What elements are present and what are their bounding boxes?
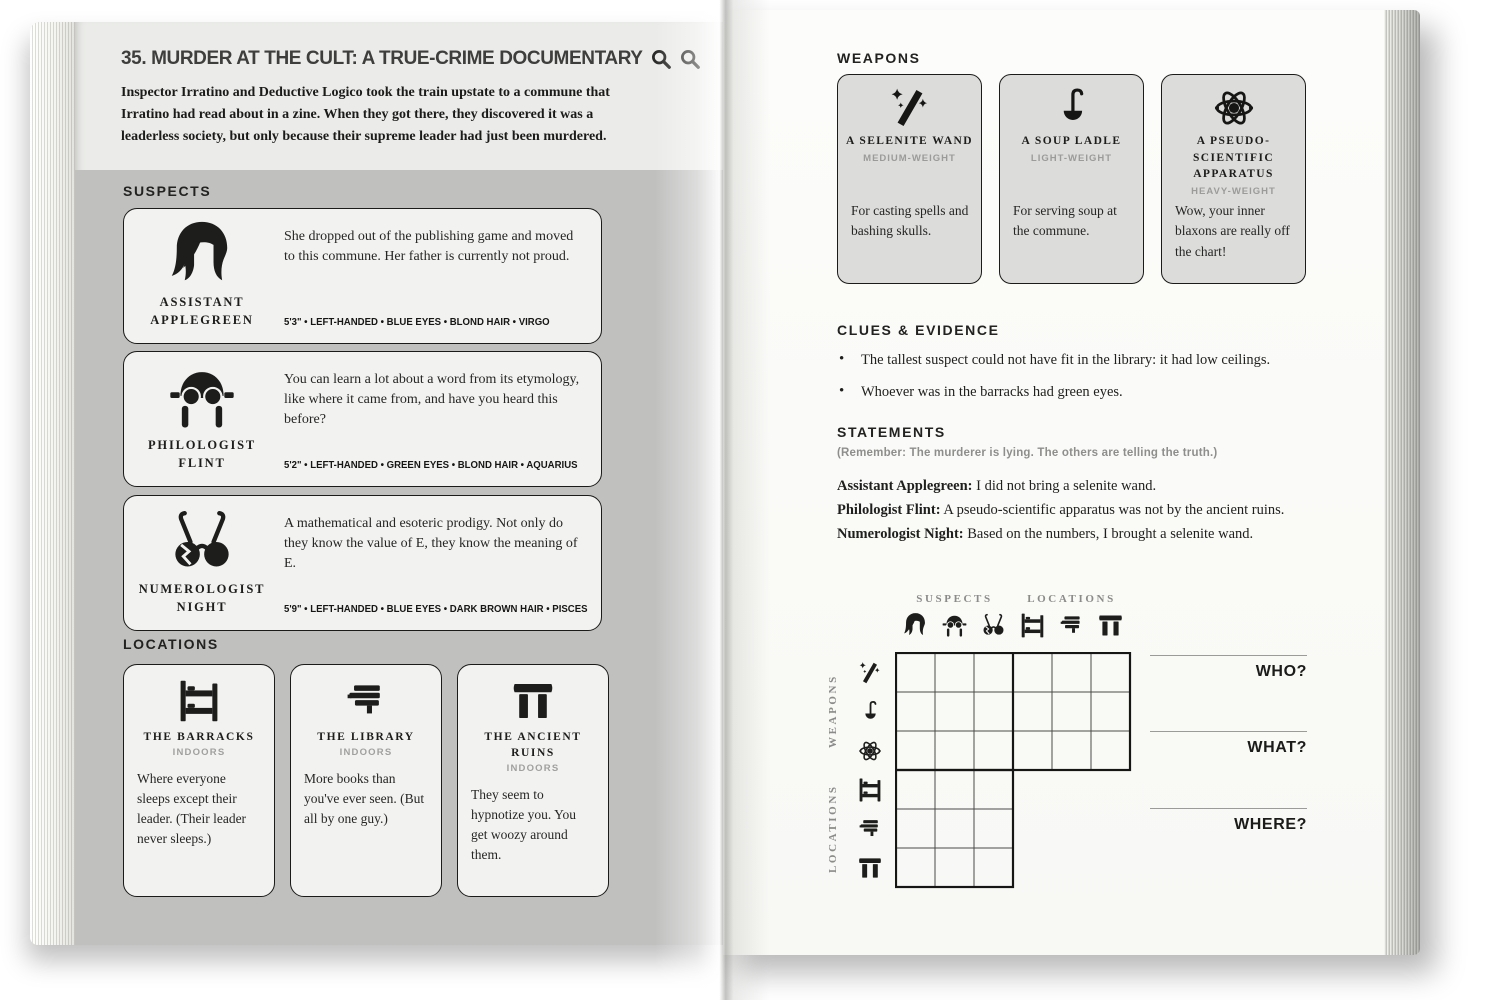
night-icon xyxy=(124,506,280,583)
statement-speaker: Philologist Flint: xyxy=(837,501,941,518)
atom-icon xyxy=(1162,85,1305,136)
location-description: They seem to hypnotize you. You get woozy around them. xyxy=(471,787,577,863)
statement-text: A pseudo-scientific apparatus was not by the ancient ruins. xyxy=(943,501,1285,518)
suspect-stats: 5'9" • LEFT-HANDED • BLUE EYES • DARK BROWN HAIR • PISCES xyxy=(284,604,588,615)
flint-icon xyxy=(935,612,974,642)
suspect-name: PHILOLOGIST FLINT xyxy=(147,438,257,471)
ruins-icon xyxy=(854,848,886,887)
location-name: THE ANCIENT RUINS xyxy=(484,731,582,760)
clues-list xyxy=(837,350,1323,415)
suspects-locations-panel xyxy=(75,170,723,945)
barracks-icon xyxy=(1013,612,1052,642)
statement-text: Based on the numbers, I brought a selenite wand. xyxy=(967,525,1254,542)
statements-heading: STATEMENTS xyxy=(837,424,946,440)
grid-row-icons xyxy=(854,653,886,887)
statement xyxy=(837,524,1315,546)
statements-list xyxy=(837,476,1315,547)
suspect-description: A mathematical and esoteric prodigy. Not only do they know the value of E, they know the meaning of E. xyxy=(284,516,578,572)
suspect-description: You can learn a lot about a word from its etymology, like where it came from, and have you heard this before? xyxy=(284,372,580,428)
clue-item: • The tallest suspect could not have fit in the library: it had low ceilings. xyxy=(837,350,1323,370)
logic-grid xyxy=(895,652,1132,889)
atom-icon xyxy=(854,731,886,770)
weapon-card-pseudo-scientific-apparatus xyxy=(1161,74,1306,284)
applegreen-icon xyxy=(896,612,935,642)
wand-icon xyxy=(854,653,886,692)
magnifier-icon xyxy=(679,48,701,70)
page-stack-right-edge xyxy=(1384,10,1420,955)
location-card-library xyxy=(290,664,442,897)
location-name: THE LIBRARY xyxy=(317,731,415,743)
grid-locations-side-label: LOCATIONS xyxy=(827,784,839,873)
puzzle-title-text: 35. MURDER AT THE CULT: A TRUE-CRIME DOCUMENTARY xyxy=(121,48,643,69)
clues-heading: CLUES & EVIDENCE xyxy=(837,322,1000,338)
weapon-description: For casting spells and bashing skulls. xyxy=(851,203,969,239)
suspect-name: NUMEROLOGIST NIGHT xyxy=(138,582,266,615)
library-icon xyxy=(1052,612,1091,642)
weapons-heading: WEAPONS xyxy=(837,50,921,66)
location-type: INDOORS xyxy=(172,747,226,759)
answer-label: WHERE? xyxy=(1234,816,1307,833)
location-card-ancient-ruins xyxy=(457,664,609,897)
suspect-card-night xyxy=(123,495,602,631)
suspect-stats: 5'2" • LEFT-HANDED • GREEN EYES • BLOND HAIR • AQUARIUS xyxy=(284,460,578,471)
suspect-card-flint xyxy=(123,351,602,487)
suspect-name: ASSISTANT APPLEGREEN xyxy=(150,295,254,328)
library-icon xyxy=(343,678,389,724)
location-name: THE BARRACKS xyxy=(143,731,255,743)
grid-suspects-label: SUSPECTS xyxy=(916,593,993,605)
puzzle-title xyxy=(121,48,721,70)
locations-heading: LOCATIONS xyxy=(123,636,219,652)
statement-speaker: Assistant Applegreen: xyxy=(837,478,973,494)
ruins-icon xyxy=(510,678,556,724)
answer-line-who xyxy=(1150,655,1307,681)
ladle-icon xyxy=(854,692,886,731)
answer-label: WHO? xyxy=(1255,663,1307,680)
barracks-icon xyxy=(176,678,222,724)
ruins-icon xyxy=(1091,612,1130,642)
statement-text: I did not bring a selenite wand. xyxy=(976,478,1157,494)
magnifier-icon xyxy=(650,48,672,70)
statement xyxy=(837,500,1315,522)
wand-icon xyxy=(838,85,981,136)
clue-item: • Whoever was in the barracks had green eyes. xyxy=(837,382,1323,402)
ladle-icon xyxy=(1000,85,1143,136)
applegreen-icon xyxy=(124,219,280,296)
right-page xyxy=(723,10,1420,955)
intro-text: Inspector Irratino and Deductive Logico took the train upstate to a commune that Irratino had read about in a zine. When they got there, they discovered it was a leaderless society, but only because their supreme leader had just been murdered. xyxy=(121,85,610,144)
suspect-stats: 5'3" • LEFT-HANDED • BLUE EYES • BLOND HAIR • VIRGO xyxy=(284,317,550,328)
location-description: Where everyone sleeps except their leader. (Their leader never sleeps.) xyxy=(137,771,247,846)
location-type: INDOORS xyxy=(339,747,393,759)
grid-column-icons xyxy=(896,612,1130,642)
location-type: INDOORS xyxy=(506,763,560,775)
statement xyxy=(837,476,1315,498)
grid-weapons-side-label: WEAPONS xyxy=(827,674,839,749)
answer-line-what xyxy=(1150,731,1307,757)
weapon-name: A PSEUDO-SCIENTIFIC APPARATUS xyxy=(1192,135,1275,181)
weapon-card-soup-ladle xyxy=(999,74,1144,284)
answer-label: WHAT? xyxy=(1247,739,1307,756)
left-page-surface xyxy=(75,22,723,945)
statement-speaker: Numerologist Night: xyxy=(837,525,964,542)
weapon-name: A SOUP LADLE xyxy=(1021,135,1122,147)
weapon-card-selenite-wand xyxy=(837,74,982,284)
grid-locations-label: LOCATIONS xyxy=(1027,593,1116,605)
location-description: More books than you've ever seen. (But all by one guy.) xyxy=(304,771,425,827)
weapon-weight: MEDIUM-WEIGHT xyxy=(863,152,956,164)
suspect-card-applegreen xyxy=(123,208,602,344)
page-stack-left-edge xyxy=(30,22,75,945)
night-icon xyxy=(974,612,1013,642)
weapon-description: Wow, your inner blaxons are really off the chart! xyxy=(1175,203,1290,259)
suspects-heading: SUSPECTS xyxy=(123,183,212,199)
weapon-weight: HEAVY-WEIGHT xyxy=(1191,186,1276,198)
weapon-description: For serving soup at the commune. xyxy=(1013,203,1117,239)
barracks-icon xyxy=(854,770,886,809)
flint-icon xyxy=(124,362,280,439)
location-card-barracks xyxy=(123,664,275,897)
statements-note: (Remember: The murderer is lying. The others are telling the truth.) xyxy=(837,447,1218,459)
answer-line-where xyxy=(1150,808,1307,834)
left-page xyxy=(30,22,723,945)
suspect-description: She dropped out of the publishing game and moved to this commune. Her father is currently not proud. xyxy=(284,229,574,265)
weapon-name: A SELENITE WAND xyxy=(846,135,973,147)
weapon-weight: LIGHT-WEIGHT xyxy=(1030,152,1113,164)
library-icon xyxy=(854,809,886,848)
